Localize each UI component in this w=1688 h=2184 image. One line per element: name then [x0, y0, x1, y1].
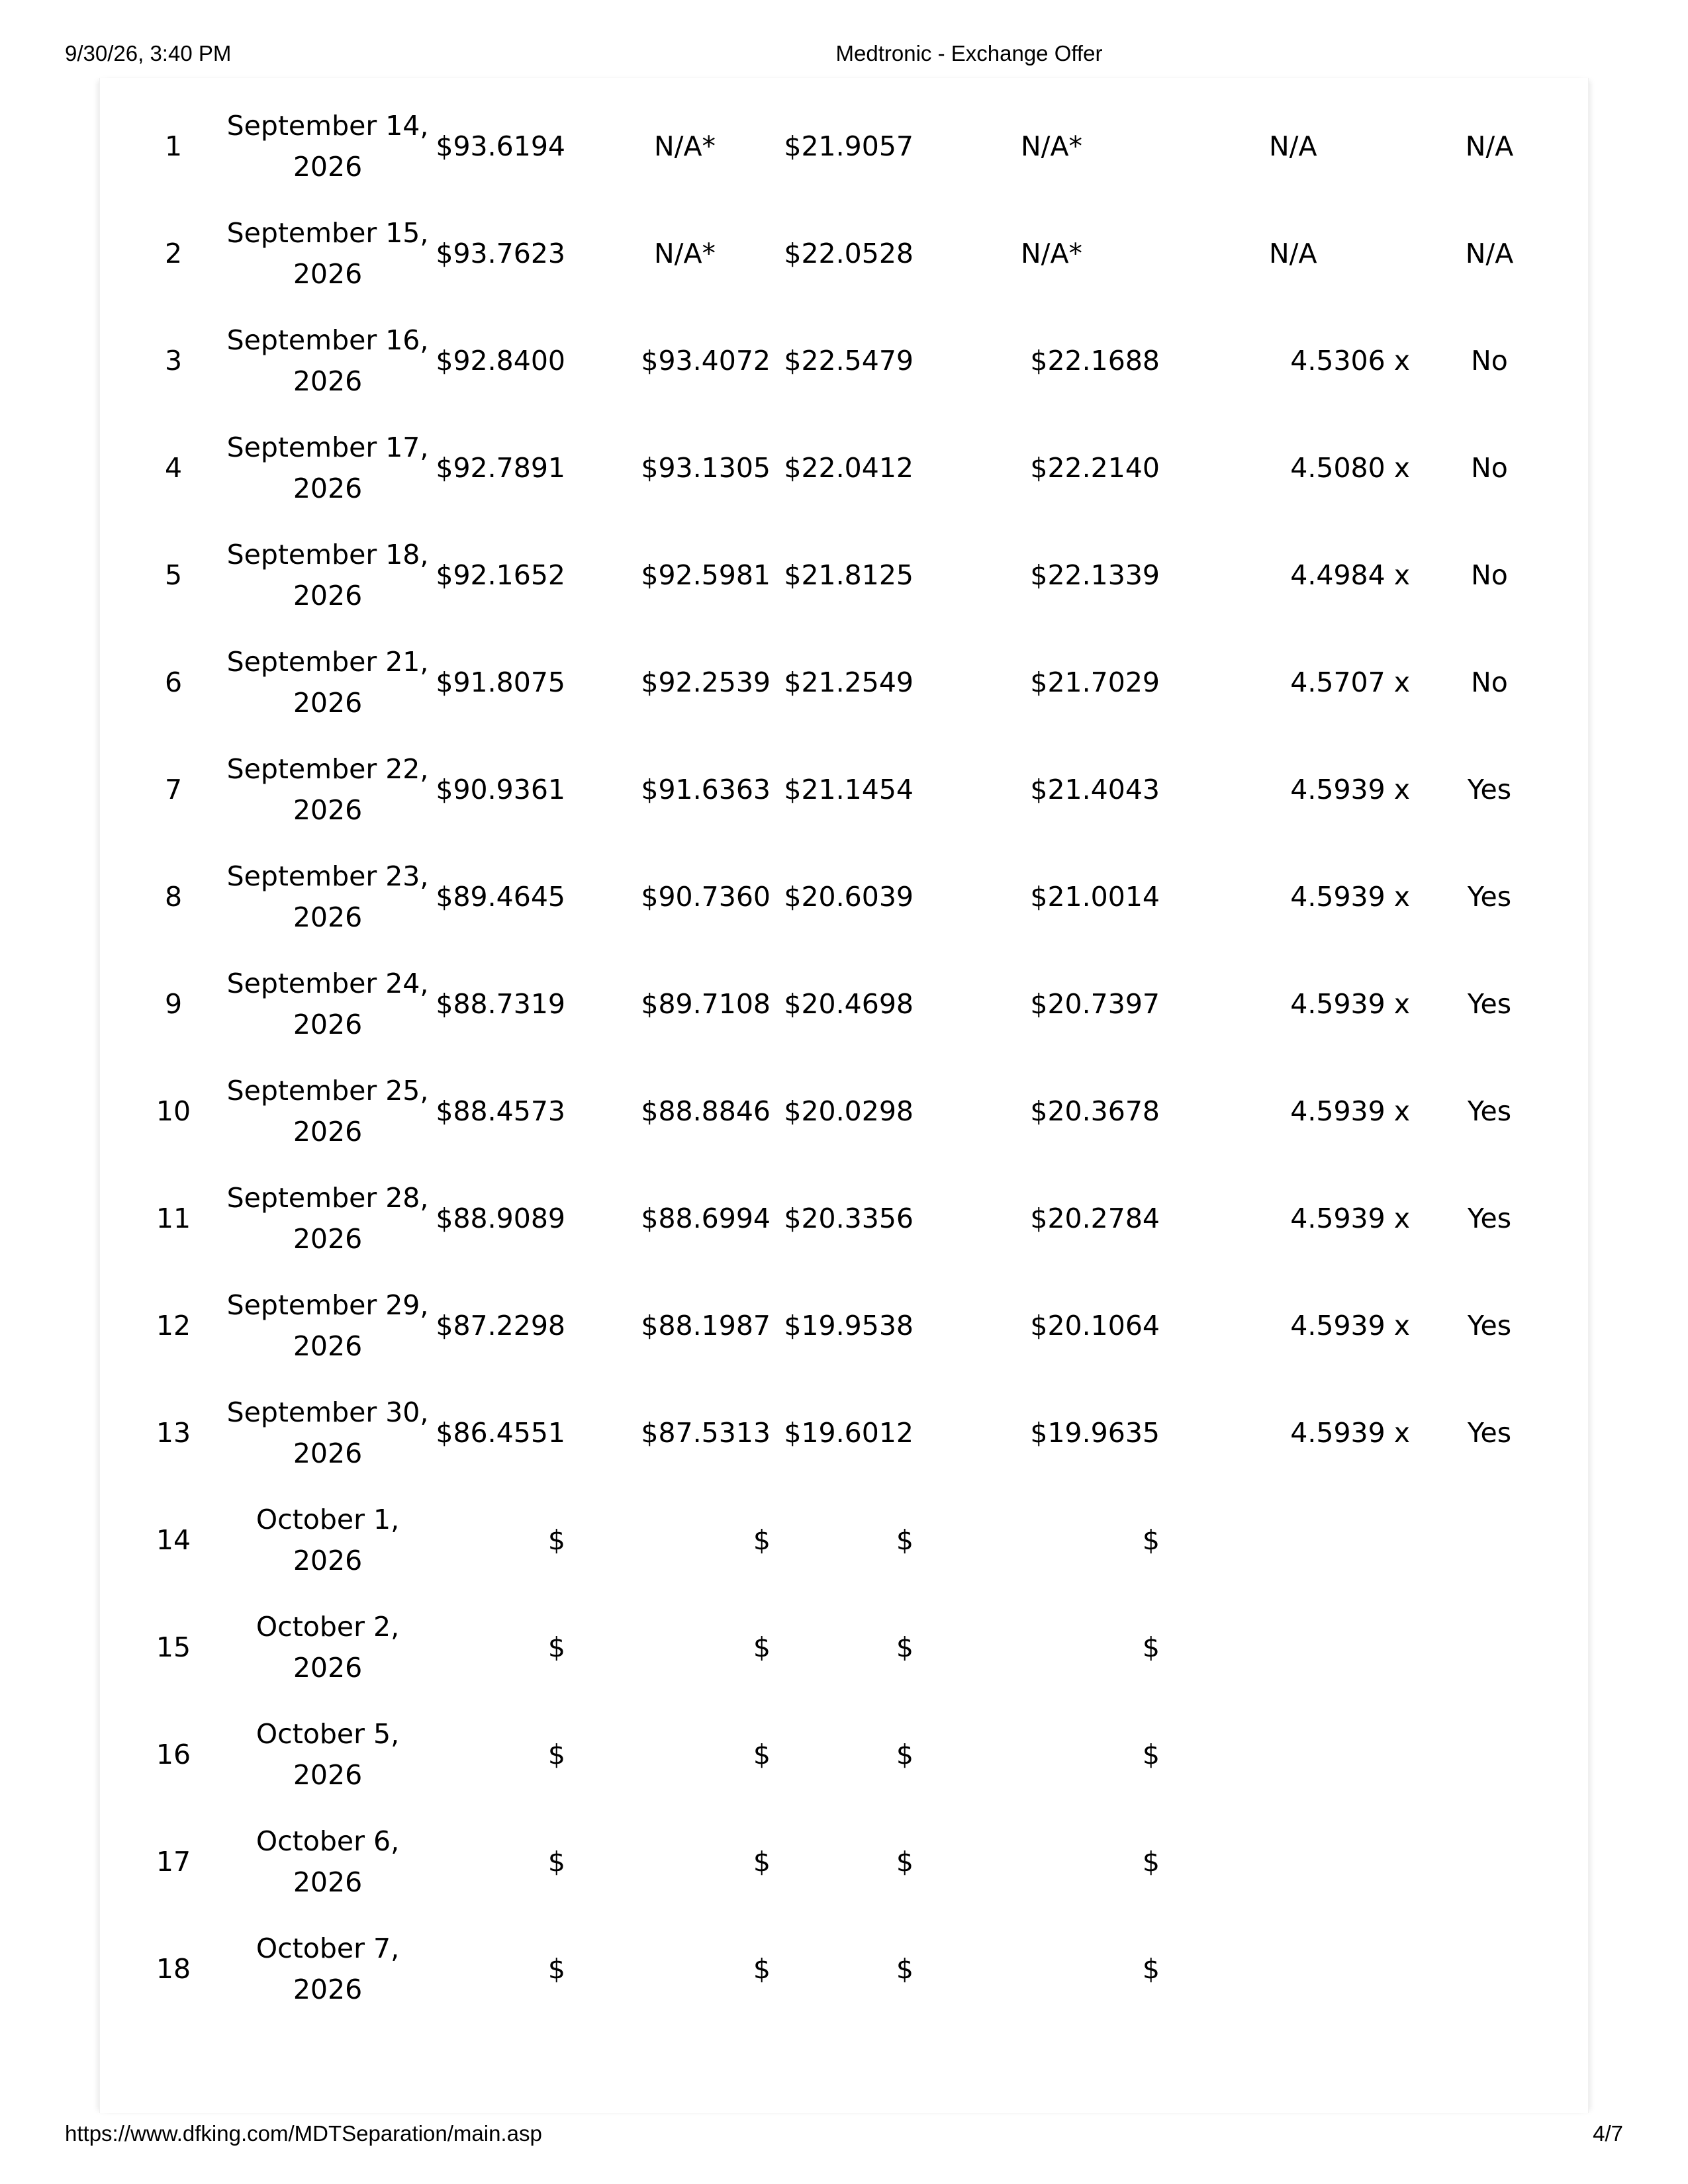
date-cell	[225, 1701, 430, 1808]
price-cell-3: $	[896, 1524, 914, 1556]
price-cell-4: $20.1064	[1030, 1310, 1160, 1342]
day-cell: 13	[156, 1417, 191, 1449]
date-line-2: 2026	[293, 687, 363, 719]
price-cell-1: $88.7319	[436, 988, 565, 1020]
ratio-cell: 4.5939 x	[1290, 1095, 1410, 1127]
price-cell-4: $	[1142, 1631, 1160, 1663]
date-line-1: September 21,	[226, 646, 429, 678]
date-line-1: October 7,	[256, 1933, 400, 1964]
date-cell	[225, 307, 430, 414]
date-cell	[225, 200, 430, 307]
date-cell	[225, 522, 430, 629]
table-row	[0, 629, 1688, 736]
cap-cell: No	[1471, 452, 1508, 484]
date-line-1: October 2,	[256, 1611, 400, 1643]
date-line-1: September 14,	[226, 110, 429, 142]
price-cell-3: $22.0528	[784, 238, 914, 269]
price-cell-4: $19.9635	[1030, 1417, 1160, 1449]
price-cell-4: $20.2784	[1030, 1203, 1160, 1234]
price-cell-2: $93.4072	[641, 345, 771, 377]
table-row	[0, 1701, 1688, 1808]
date-line-2: 2026	[293, 1545, 363, 1576]
cap-cell: N/A	[1465, 238, 1514, 269]
date-line-2: 2026	[293, 1974, 363, 2005]
date-cell	[225, 414, 430, 522]
date-line-1: September 15,	[226, 217, 429, 249]
print-footer	[0, 2121, 1688, 2150]
date-line-1: September 23,	[226, 860, 429, 892]
date-line-1: September 16,	[226, 324, 429, 356]
date-line-2: 2026	[293, 580, 363, 612]
ratio-cell: 4.5939 x	[1290, 1310, 1410, 1342]
price-cell-1: $88.4573	[436, 1095, 565, 1127]
date-cell	[225, 1486, 430, 1594]
date-line-2: 2026	[293, 1866, 363, 1898]
date-line-2: 2026	[293, 1009, 363, 1040]
price-cell-1: $86.4551	[436, 1417, 565, 1449]
price-cell-3: $22.5479	[784, 345, 914, 377]
price-cell-2: N/A*	[654, 130, 716, 162]
ratio-cell	[1178, 1486, 1410, 1594]
cap-cell: Yes	[1467, 1417, 1512, 1449]
date-line-2: 2026	[293, 151, 363, 183]
price-cell-2: $88.1987	[641, 1310, 771, 1342]
cap-cell: No	[1471, 666, 1508, 698]
cap-cell: Yes	[1467, 1310, 1512, 1342]
price-cell-2: $92.5981	[641, 559, 771, 591]
date-line-2: 2026	[293, 1652, 363, 1684]
day-cell: 15	[156, 1631, 191, 1663]
price-cell-1: $	[547, 1631, 565, 1663]
date-line-1: September 28,	[226, 1182, 429, 1214]
price-cell-4: $21.7029	[1030, 666, 1160, 698]
table-row	[0, 1058, 1688, 1165]
price-cell-1: $	[547, 1524, 565, 1556]
price-cell-1: $	[547, 1953, 565, 1985]
ratio-cell: 4.4984 x	[1290, 559, 1410, 591]
price-cell-2: $87.5313	[641, 1417, 771, 1449]
ratio-cell: N/A	[1269, 238, 1317, 269]
day-cell: 11	[156, 1203, 191, 1234]
date-cell	[225, 1915, 430, 2023]
price-cell-1: $	[547, 1846, 565, 1878]
day-cell: 17	[156, 1846, 191, 1878]
cap-cell: N/A	[1465, 130, 1514, 162]
price-cell-2: $88.8846	[641, 1095, 771, 1127]
date-cell	[225, 950, 430, 1058]
price-cell-2: $92.2539	[641, 666, 771, 698]
table-row	[0, 414, 1688, 522]
table-row	[0, 1594, 1688, 1701]
cap-cell: Yes	[1467, 774, 1512, 805]
price-cell-4: $21.0014	[1030, 881, 1160, 913]
day-cell: 12	[156, 1310, 191, 1342]
price-cell-3: $19.9538	[784, 1310, 914, 1342]
date-cell	[225, 1272, 430, 1379]
price-cell-4: $22.1339	[1030, 559, 1160, 591]
price-cell-1: $92.8400	[436, 345, 565, 377]
cap-cell	[1430, 1915, 1549, 2023]
ratio-cell: 4.5939 x	[1290, 1417, 1410, 1449]
date-cell	[225, 843, 430, 950]
table-row	[0, 1165, 1688, 1272]
cap-cell: Yes	[1467, 1203, 1512, 1234]
price-cell-3: $	[896, 1631, 914, 1663]
price-cell-3: $22.0412	[784, 452, 914, 484]
date-line-1: September 30,	[226, 1396, 429, 1428]
price-cell-3: $21.9057	[784, 130, 914, 162]
date-line-1: September 17,	[226, 432, 429, 463]
date-line-2: 2026	[293, 1759, 363, 1791]
price-cell-4: $	[1142, 1524, 1160, 1556]
table-row	[0, 736, 1688, 843]
date-line-1: October 6,	[256, 1825, 400, 1857]
date-line-2: 2026	[293, 1437, 363, 1469]
day-cell: 1	[164, 130, 183, 162]
price-cell-3: $20.6039	[784, 881, 914, 913]
price-cell-4: N/A*	[1021, 238, 1083, 269]
cap-cell	[1430, 1808, 1549, 1915]
date-line-2: 2026	[293, 1330, 363, 1362]
date-cell	[225, 1058, 430, 1165]
price-cell-4: $	[1142, 1739, 1160, 1770]
date-cell	[225, 1379, 430, 1486]
date-line-2: 2026	[293, 473, 363, 504]
date-line-1: September 18,	[226, 539, 429, 570]
day-cell: 9	[164, 988, 183, 1020]
price-cell-1: $91.8075	[436, 666, 565, 698]
table-row	[0, 1272, 1688, 1379]
price-cell-3: $	[896, 1739, 914, 1770]
table-row	[0, 1486, 1688, 1594]
date-cell	[225, 1165, 430, 1272]
day-cell: 3	[164, 345, 183, 377]
table-row	[0, 307, 1688, 414]
price-cell-2: $	[753, 1739, 771, 1770]
day-cell: 2	[164, 238, 183, 269]
price-cell-1: $	[547, 1739, 565, 1770]
date-line-1: September 22,	[226, 753, 429, 785]
day-cell: 14	[156, 1524, 191, 1556]
ratio-cell: 4.5080 x	[1290, 452, 1410, 484]
day-cell: 5	[164, 559, 183, 591]
price-cell-3: $20.0298	[784, 1095, 914, 1127]
date-line-2: 2026	[293, 1223, 363, 1255]
price-cell-1: $90.9361	[436, 774, 565, 805]
cap-cell: Yes	[1467, 988, 1512, 1020]
price-cell-3: $	[896, 1953, 914, 1985]
print-page-indicator: 4/7	[1593, 2121, 1623, 2146]
price-cell-4: $22.2140	[1030, 452, 1160, 484]
day-cell: 6	[164, 666, 183, 698]
day-cell: 10	[156, 1095, 191, 1127]
cap-cell	[1430, 1594, 1549, 1701]
date-cell	[225, 1594, 430, 1701]
ratio-cell: N/A	[1269, 130, 1317, 162]
ratio-cell: 4.5939 x	[1290, 774, 1410, 805]
table-row	[0, 200, 1688, 307]
date-line-2: 2026	[293, 258, 363, 290]
price-cell-2: $	[753, 1524, 771, 1556]
date-cell	[225, 93, 430, 200]
ratio-cell: 4.5306 x	[1290, 345, 1410, 377]
price-cell-2: $	[753, 1953, 771, 1985]
print-page-title: Medtronic - Exchange Offer	[835, 41, 1103, 66]
price-cell-1: $93.7623	[436, 238, 565, 269]
price-cell-2: $	[753, 1846, 771, 1878]
price-cell-2: $88.6994	[641, 1203, 771, 1234]
price-cell-4: N/A*	[1021, 130, 1083, 162]
table-row	[0, 950, 1688, 1058]
price-cell-3: $19.6012	[784, 1417, 914, 1449]
print-header	[0, 41, 1688, 70]
date-line-1: September 29,	[226, 1289, 429, 1321]
price-cell-1: $88.9089	[436, 1203, 565, 1234]
price-cell-4: $22.1688	[1030, 345, 1160, 377]
ratio-cell: 4.5939 x	[1290, 1203, 1410, 1234]
day-cell: 7	[164, 774, 183, 805]
ratio-cell: 4.5939 x	[1290, 988, 1410, 1020]
date-line-1: October 1,	[256, 1504, 400, 1535]
table-row	[0, 1808, 1688, 1915]
print-datetime: 9/30/26, 3:40 PM	[65, 41, 232, 66]
ratio-cell	[1178, 1915, 1410, 2023]
price-cell-3: $21.2549	[784, 666, 914, 698]
price-cell-4: $20.3678	[1030, 1095, 1160, 1127]
date-line-2: 2026	[293, 901, 363, 933]
date-cell	[225, 629, 430, 736]
price-cell-4: $	[1142, 1953, 1160, 1985]
price-cell-1: $92.7891	[436, 452, 565, 484]
date-line-1: September 25,	[226, 1075, 429, 1107]
price-cell-2: $90.7360	[641, 881, 771, 913]
cap-cell: No	[1471, 559, 1508, 591]
price-cell-1: $87.2298	[436, 1310, 565, 1342]
date-cell	[225, 736, 430, 843]
ratio-cell	[1178, 1701, 1410, 1808]
price-cell-4: $20.7397	[1030, 988, 1160, 1020]
price-cell-1: $89.4645	[436, 881, 565, 913]
price-cell-3: $21.8125	[784, 559, 914, 591]
cap-cell	[1430, 1486, 1549, 1594]
cap-cell: Yes	[1467, 881, 1512, 913]
date-cell	[225, 1808, 430, 1915]
date-line-1: October 5,	[256, 1718, 400, 1750]
day-cell: 4	[164, 452, 183, 484]
table-row	[0, 93, 1688, 200]
cap-cell	[1430, 1701, 1549, 1808]
day-cell: 16	[156, 1739, 191, 1770]
price-cell-4: $21.4043	[1030, 774, 1160, 805]
table-row	[0, 843, 1688, 950]
ratio-cell	[1178, 1808, 1410, 1915]
print-url: https://www.dfking.com/MDTSeparation/main.asp	[65, 2121, 542, 2146]
date-line-2: 2026	[293, 365, 363, 397]
price-cell-4: $	[1142, 1846, 1160, 1878]
price-cell-1: $92.1652	[436, 559, 565, 591]
date-line-1: September 24,	[226, 968, 429, 999]
date-line-2: 2026	[293, 794, 363, 826]
price-cell-2: $91.6363	[641, 774, 771, 805]
price-cell-2: $	[753, 1631, 771, 1663]
day-cell: 18	[156, 1953, 191, 1985]
price-cell-2: N/A*	[654, 238, 716, 269]
price-cell-3: $	[896, 1846, 914, 1878]
ratio-cell	[1178, 1594, 1410, 1701]
price-cell-3: $20.4698	[784, 988, 914, 1020]
day-cell: 8	[164, 881, 183, 913]
price-cell-3: $21.1454	[784, 774, 914, 805]
date-line-2: 2026	[293, 1116, 363, 1148]
cap-cell: No	[1471, 345, 1508, 377]
table-row	[0, 522, 1688, 629]
ratio-cell: 4.5707 x	[1290, 666, 1410, 698]
price-cell-1: $93.6194	[436, 130, 565, 162]
price-cell-2: $93.1305	[641, 452, 771, 484]
table-row	[0, 1915, 1688, 2023]
price-cell-3: $20.3356	[784, 1203, 914, 1234]
table-row	[0, 1379, 1688, 1486]
ratio-cell: 4.5939 x	[1290, 881, 1410, 913]
cap-cell: Yes	[1467, 1095, 1512, 1127]
price-cell-2: $89.7108	[641, 988, 771, 1020]
